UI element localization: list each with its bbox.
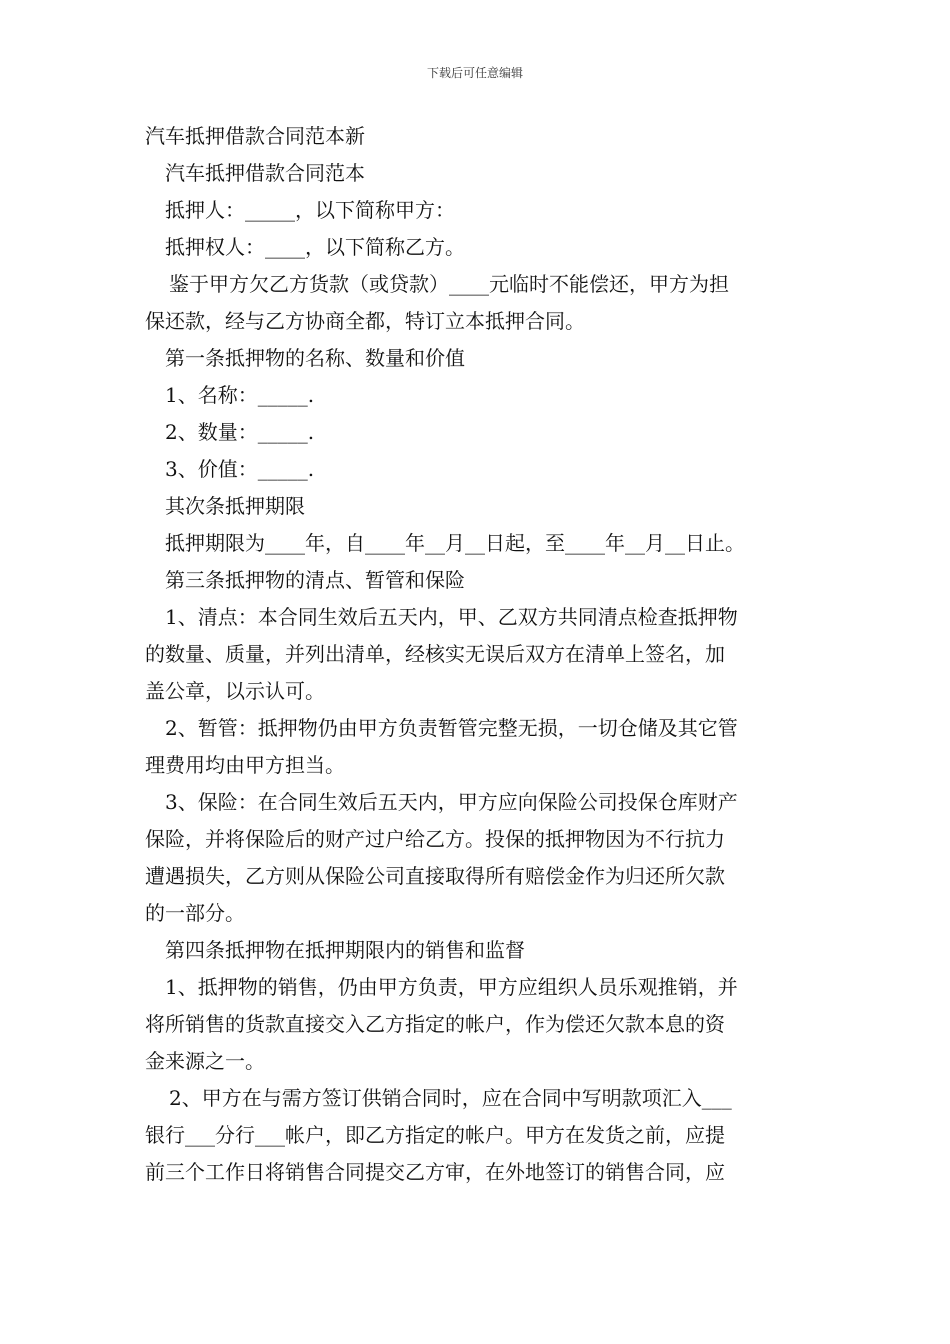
article-4-clause-2-line-1: 2、甲方在与需方签订供销合同时，应在合同中写明款项汇入___ (169, 1086, 732, 1110)
article-3-clause-3-line-3: 遭遇损失，乙方则从保险公司直接取得所有赔偿金作为归还所欠款 (145, 864, 725, 888)
article-3-clause-3-line-4: 的一部分。 (145, 901, 245, 925)
party-a-line: 抵押人：_____，以下简称甲方： (165, 198, 455, 222)
page-header-note: 下载后可任意编辑 (426, 66, 523, 80)
article-2-text: 抵押期限为____年，自____年__月__日起，至____年__月__日止。 (165, 531, 745, 555)
article-3-clause-1-line-1: 1、清点：本合同生效后五天内，甲、乙双方共同清点检查抵押物 (165, 605, 738, 629)
article-4-clause-1-line-3: 金来源之一。 (145, 1049, 265, 1073)
article-3-clause-1-line-3: 盖公章，以示认可。 (145, 679, 325, 703)
article-3-clause-2-line-2: 理费用均由甲方担当。 (145, 753, 345, 777)
preamble-line-1: 鉴于甲方欠乙方货款（或贷款）____元临时不能偿还，甲方为担 (169, 272, 729, 296)
article-4-clause-2-line-2: 银行___分行___帐户，即乙方指定的帐户。甲方在发货之前，应提 (145, 1123, 725, 1147)
article-1-item-quantity: 2、数量：_____. (165, 420, 315, 444)
article-4-clause-1-line-2: 将所销售的货款直接交入乙方指定的帐户，作为偿还欠款本息的资 (145, 1012, 725, 1036)
preamble-line-2: 保还款，经与乙方协商全都，特订立本抵押合同。 (145, 309, 585, 333)
article-4-clause-1-line-1: 1、抵押物的销售，仍由甲方负责，甲方应组织人员乐观推销，并 (165, 975, 738, 999)
article-3-clause-3-line-1: 3、保险：在合同生效后五天内，甲方应向保险公司投保仓库财产 (165, 790, 738, 814)
article-3-title: 第三条抵押物的清点、暂管和保险 (165, 568, 465, 592)
article-4-title: 第四条抵押物在抵押期限内的销售和监督 (165, 938, 525, 962)
article-3-clause-3-line-2: 保险，并将保险后的财产过户给乙方。投保的抵押物因为不行抗力 (145, 827, 725, 851)
party-b-line: 抵押权人：____，以下简称乙方。 (165, 235, 465, 259)
article-3-clause-2-line-1: 2、暂管：抵押物仍由甲方负责暂管完整无损，一切仓储及其它管 (165, 716, 738, 740)
article-3-clause-1-line-2: 的数量、质量，并列出清单，经核实无误后双方在清单上签名，加 (145, 642, 725, 666)
document-title: 汽车抵押借款合同范本新 (145, 124, 365, 148)
document-body (145, 118, 810, 1191)
article-4-clause-2-line-3: 前三个工作日将销售合同提交乙方审，在外地签订的销售合同，应 (145, 1160, 725, 1184)
article-1-title: 第一条抵押物的名称、数量和价值 (165, 346, 465, 370)
document-subtitle: 汽车抵押借款合同范本 (165, 161, 365, 185)
article-2-title: 其次条抵押期限 (165, 494, 305, 518)
article-1-item-name: 1、名称：_____. (165, 383, 315, 407)
article-1-item-value: 3、价值：_____. (165, 457, 315, 481)
